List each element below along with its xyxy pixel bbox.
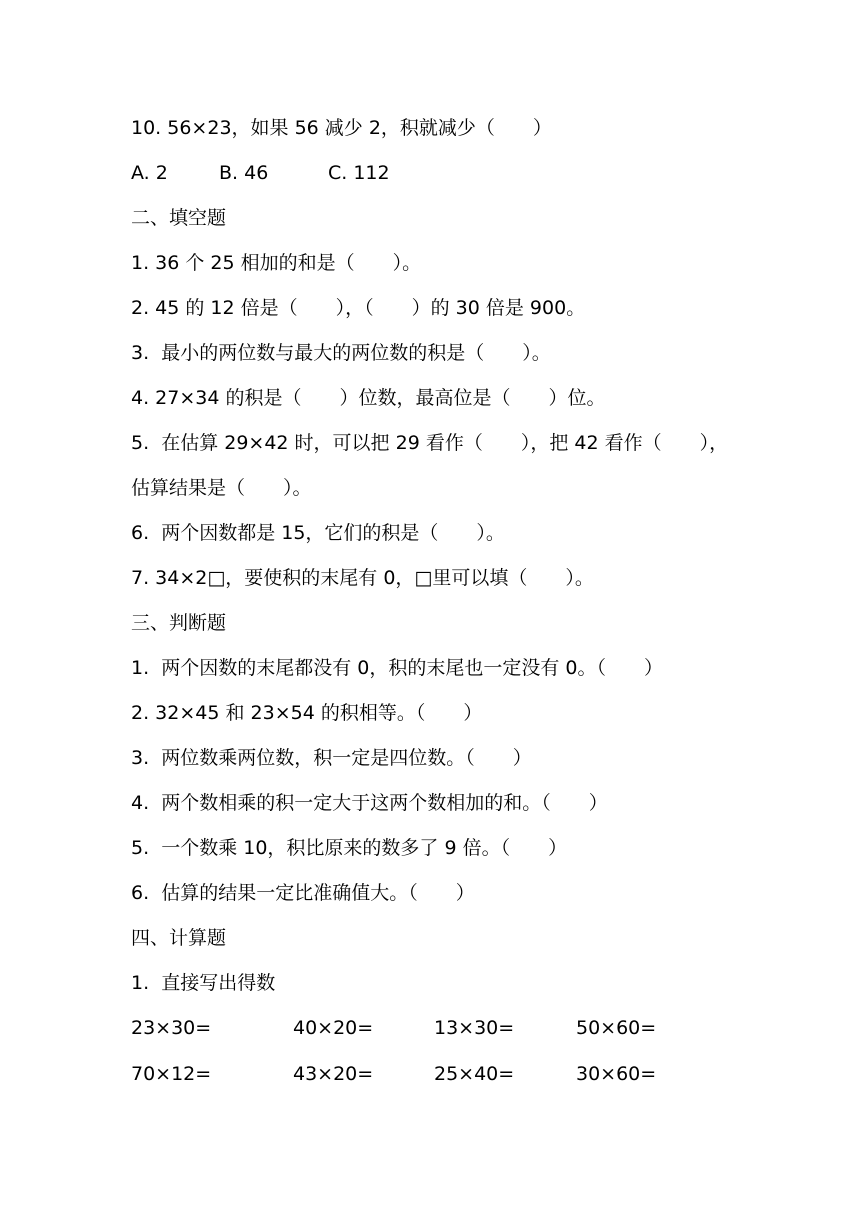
question-10: 10. 56×23，如果 56 减少 2，积就减少（ ） bbox=[131, 117, 552, 139]
calc-row-1 bbox=[131, 1015, 731, 1041]
fill-item-2: 2. 45 的 12 倍是（ ），（ ）的 30 倍是 900。 bbox=[131, 297, 586, 319]
option-a: A. 2 bbox=[131, 162, 168, 184]
fill-item-1: 1. 36 个 25 相加的和是（ ）。 bbox=[131, 252, 422, 274]
judge-item-3: 3. 两位数乘两位数，积一定是四位数。（ ） bbox=[131, 747, 532, 769]
option-b: B. 46 bbox=[219, 162, 269, 184]
calc-expression: 30×60= bbox=[576, 1063, 657, 1085]
judge-item-4: 4. 两个数相乘的积一定大于这两个数相加的和。（ ） bbox=[131, 792, 608, 814]
fill-item-6: 6. 两个因数都是 15，它们的积是（ ）。 bbox=[131, 522, 505, 544]
calc-expression: 70×12= bbox=[131, 1063, 212, 1085]
fill-item-5: 5. 在估算 29×42 时，可以把 29 看作（ ），把 42 看作（ ）， bbox=[131, 432, 729, 454]
section-judge-title: 三、判断题 bbox=[131, 612, 227, 634]
fill-item-4: 4. 27×34 的积是（ ）位数，最高位是（ ）位。 bbox=[131, 387, 606, 409]
calc-expression: 13×30= bbox=[434, 1017, 515, 1039]
fill-item-5-continued: 估算结果是（ ）。 bbox=[131, 477, 312, 499]
judge-item-2: 2. 32×45 和 23×54 的积相等。（ ） bbox=[131, 702, 483, 724]
calc-row-2 bbox=[131, 1061, 731, 1087]
judge-item-6: 6. 估算的结果一定比准确值大。（ ） bbox=[131, 882, 475, 904]
fill-item-7: 7. 34×2□，要使积的末尾有 0，□里可以填（ ）。 bbox=[131, 567, 594, 589]
calc-expression: 40×20= bbox=[293, 1017, 374, 1039]
option-c: C. 112 bbox=[328, 162, 390, 184]
calc-expression: 25×40= bbox=[434, 1063, 515, 1085]
calc-expression: 43×20= bbox=[293, 1063, 374, 1085]
section-calc-title: 四、计算题 bbox=[131, 927, 227, 949]
judge-item-1: 1. 两个因数的末尾都没有 0，积的末尾也一定没有 0。（ ） bbox=[131, 657, 663, 679]
judge-item-5: 5. 一个数乘 10，积比原来的数多了 9 倍。（ ） bbox=[131, 837, 568, 859]
section-fill-title: 二、填空题 bbox=[131, 207, 227, 229]
fill-item-3: 3. 最小的两位数与最大的两位数的积是（ ）。 bbox=[131, 342, 551, 364]
calc-expression: 23×30= bbox=[131, 1017, 212, 1039]
calc-expression: 50×60= bbox=[576, 1017, 657, 1039]
calc-subtitle: 1. 直接写出得数 bbox=[131, 972, 276, 994]
question-10-options bbox=[131, 160, 531, 186]
